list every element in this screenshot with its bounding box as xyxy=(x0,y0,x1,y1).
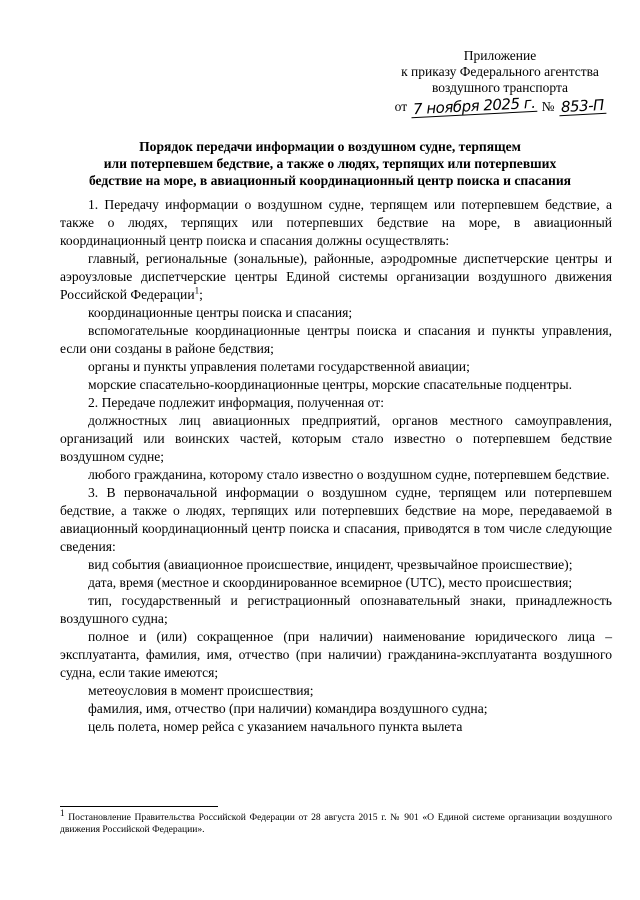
paragraph-9: любого гражданина, которому стало известно о воздушном судне, потерпевшем бедствие. xyxy=(88,467,610,482)
title-line-1: Порядок передачи информации о воздушном судне, терпящем xyxy=(139,139,521,154)
document-title xyxy=(40,138,620,189)
document-body xyxy=(60,196,612,736)
title-line-3: бедствие на море, в авиационный координационный центр поиска и спасания xyxy=(88,173,572,188)
paragraph-14: полное и (или) сокращенное (при наличии) наименование юридического лица – эксплуатанта, фамилия, имя, отчество (при наличии) гражданина-эксплуатанта воздушного судна, если такие имеются; xyxy=(60,629,612,680)
footnote-text: Постановление Правительства Российской Федерации от 28 августа 2015 г. № 901 «О Единой системе организации воздушного движения Российской Федерации». xyxy=(60,812,613,835)
paragraph-3: координационные центры поиска и спасания; xyxy=(88,305,353,320)
paragraph-17: цель полета, номер рейса с указанием начального пункта вылета xyxy=(88,719,463,734)
paragraph-11: вид события (авиационное происшествие, инцидент, чрезвычайное происшествие); xyxy=(88,557,573,572)
paragraph-5: органы и пункты управления полетами государственной авиации; xyxy=(88,359,470,374)
paragraph-6: морские спасательно-координационные центры, морские спасательные подцентры. xyxy=(88,377,572,392)
handwritten-number: 853-П xyxy=(560,95,604,117)
footnote xyxy=(60,807,613,836)
footnote-marker: 1 xyxy=(60,807,65,818)
paragraph-15: метеоусловия в момент происшествия; xyxy=(88,683,314,698)
paragraph-4: вспомогательные координационные центры поиска и спасания и пункты управления, если они созданы в районе бедствия; xyxy=(60,323,612,356)
from-label: от xyxy=(394,99,408,114)
handwritten-date: 7 ноября 2025 г. xyxy=(412,93,536,119)
date-number-line xyxy=(380,93,620,119)
paragraph-8: должностных лиц авиационных предприятий, органов местного самоуправления, организаций или воинских частей, которым стало известно о потерпевшем бедствие воздушном судне; xyxy=(60,413,612,464)
footnote-divider xyxy=(60,806,218,807)
paragraph-12: дата, время (местное и скоординированное всемирное (UTC), место происшествия; xyxy=(88,575,573,590)
paragraph-16: фамилия, имя, отчество (при наличии) командира воздушного судна; xyxy=(88,701,488,716)
number-label: № xyxy=(541,99,555,114)
order-reference: к приказу Федерального агентства xyxy=(401,64,599,79)
paragraph-1: 1. Передачу информации о воздушном судне, терпящем или потерпевшем бедствие, а также о людях, терпящих или потерпевших бедствие на море, в авиационный координационный центр поиска и спасания должны осуществлять: xyxy=(60,197,612,248)
paragraph-2-text: главный, региональные (зональные), районные, аэродромные диспетчерские центры и аэроузловые диспетчерские центры Единой системы организации воздушного движения Российской Федерации xyxy=(60,251,612,302)
title-line-2: или потерпевшем бедствие, а также о людях, терпящих или потерпевших xyxy=(103,156,557,171)
approval-header xyxy=(380,48,620,119)
paragraph-7: 2. Передаче подлежит информация, полученная от: xyxy=(88,395,384,410)
paragraph-13: тип, государственный и регистрационный опознавательный знаки, принадлежность воздушного судна; xyxy=(60,593,612,626)
appendix-label: Приложение xyxy=(463,48,537,63)
paragraph-2-end: ; xyxy=(199,287,203,302)
paragraph-10: 3. В первоначальной информации о воздушном судне, терпящем или потерпевшем бедствие, а также о людях, терпящих или потерпевших бедствие на море, передаваемой в авиационный координационный центр поиска и спасания, приводятся в том числе следующие сведения: xyxy=(60,485,612,554)
paragraph-2 xyxy=(60,250,612,304)
agency-name: воздушного транспорта xyxy=(431,80,569,95)
footnote-ref[interactable]: 1 xyxy=(194,285,200,296)
